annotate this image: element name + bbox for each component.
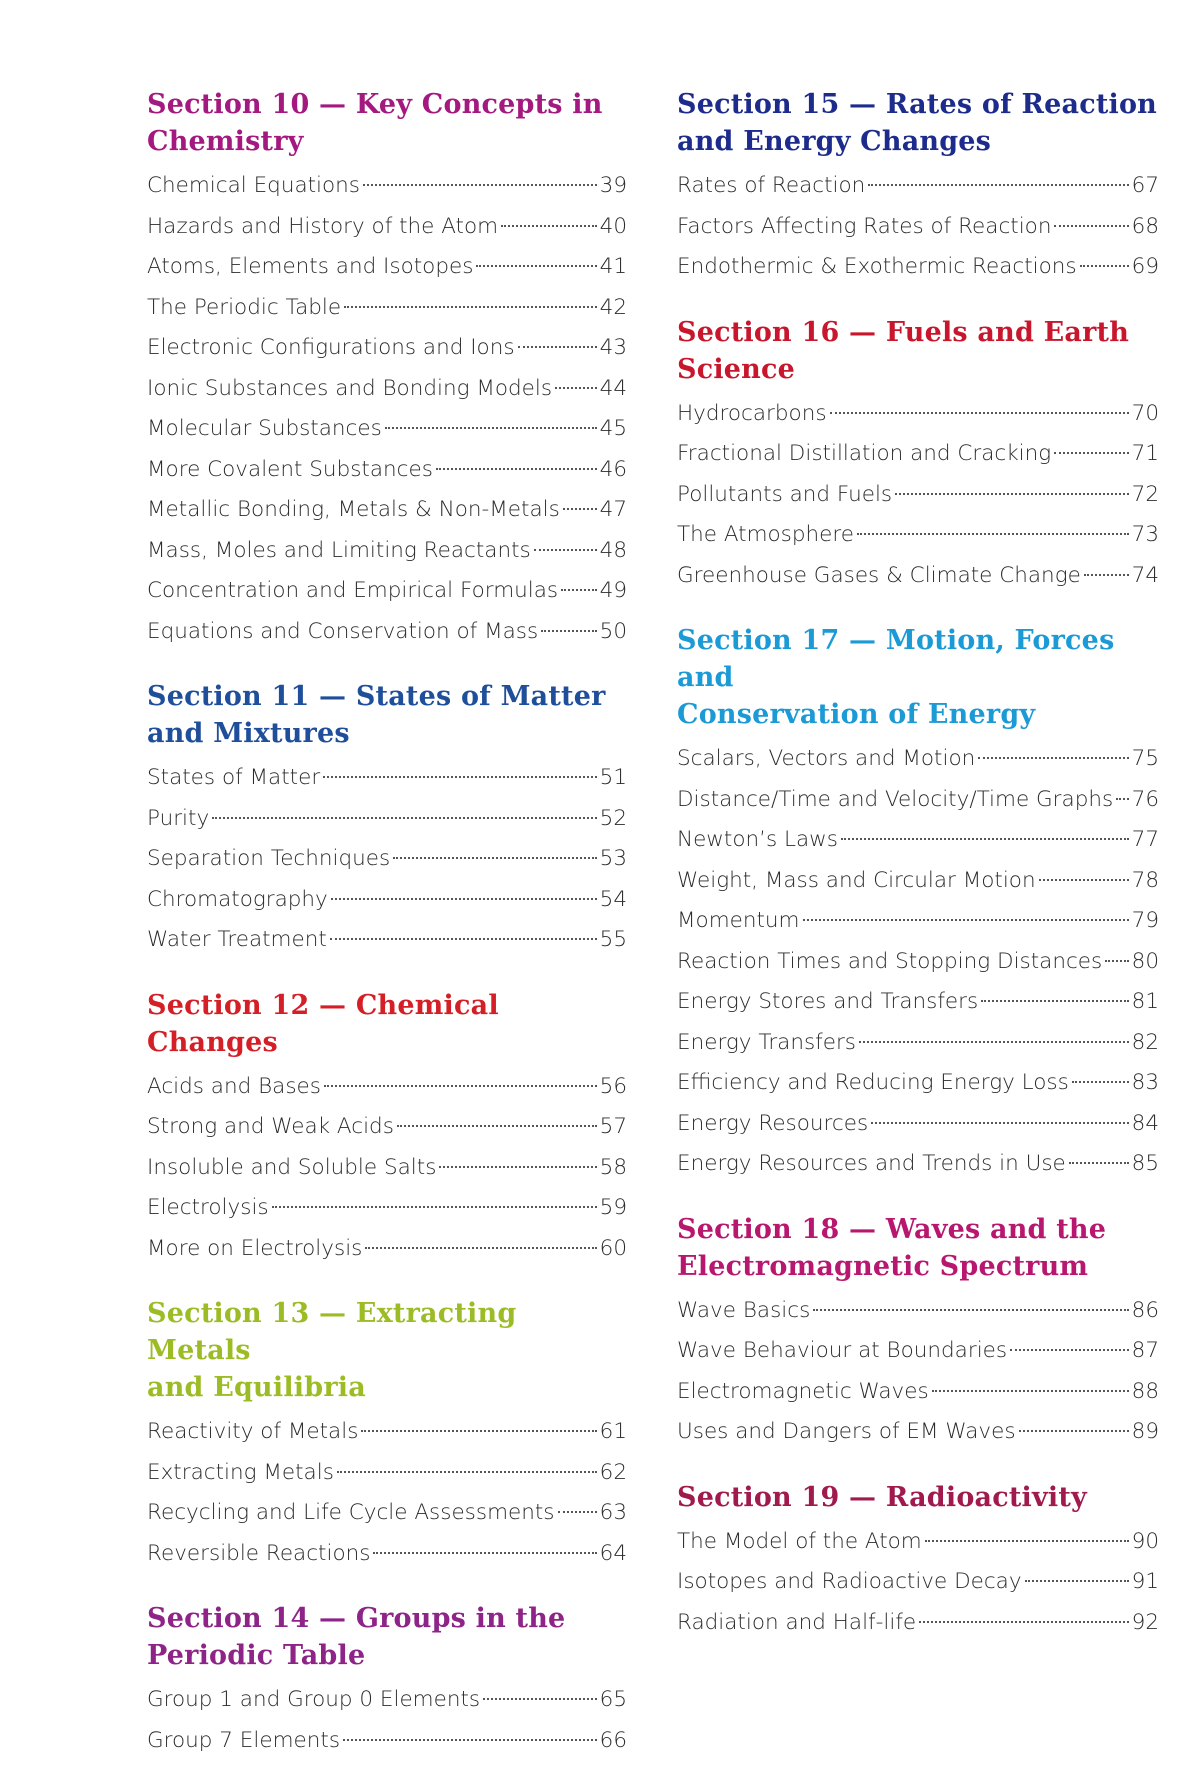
dot-leader [932,1390,1129,1392]
contents-entry[interactable] [147,328,627,369]
contents-entry[interactable] [147,490,627,531]
contents-entry-list [677,394,1159,597]
entry-title: Strong and Weak Acids [147,1114,394,1139]
contents-entry[interactable] [147,166,627,207]
section-title-line: Section 11 — States of Matter [147,681,606,712]
contents-entry[interactable] [677,247,1159,288]
contents-entry[interactable] [147,1680,627,1721]
entry-title: Radiation and Half-life [677,1609,917,1635]
dot-leader [925,1540,1129,1542]
contents-entry[interactable] [147,571,627,612]
entry-page-number: 61 [599,1419,627,1444]
contents-entry[interactable] [677,861,1159,902]
entry-page-number: 70 [1131,400,1159,426]
contents-entry[interactable] [147,880,627,921]
contents-entry[interactable] [677,556,1159,597]
contents-entry[interactable] [677,515,1159,556]
contents-entry-list [147,1680,627,1761]
entry-title: Energy Stores and Transfers [677,989,979,1014]
section-title-line: Periodic Table [147,1640,366,1671]
entry-title: Hazards and History of the Atom [147,213,499,239]
contents-entry[interactable] [147,1534,627,1575]
contents-entry[interactable] [147,1453,627,1494]
contents-entry-list [147,758,627,961]
entry-title: More Covalent Substances [147,456,433,482]
entry-title: Energy Resources and Trends in Use [677,1151,1066,1176]
dot-leader [323,776,596,778]
entry-title: Equations and Conservation of Mass [147,618,539,644]
dot-leader [365,1247,596,1249]
entry-title: Metallic Bonding, Metals & Non-Metals [147,497,560,522]
contents-entry[interactable] [147,1721,627,1762]
contents-section [677,622,1159,1185]
contents-entry[interactable] [147,247,627,288]
section-title [147,1600,627,1674]
contents-entry[interactable] [147,531,627,572]
dot-leader [1116,798,1128,800]
dot-leader [518,346,597,348]
dot-leader [483,1698,597,1700]
entry-page-number: 82 [1131,1029,1159,1055]
entry-title: States of Matter [147,765,321,790]
contents-entry-list [147,166,627,652]
dot-leader [981,1000,1128,1002]
entry-page-number: 60 [599,1235,627,1261]
entry-page-number: 50 [599,618,627,644]
entry-title: Acids and Bases [147,1073,321,1099]
contents-entry-list [677,739,1159,1185]
dot-leader [555,387,597,389]
dot-leader [1054,452,1128,454]
contents-entry[interactable] [677,942,1159,983]
section-title-line: Section 13 — Extracting Metals [147,1298,517,1366]
entry-page-number: 54 [599,886,627,912]
dot-leader [871,1122,1128,1124]
dot-leader [1080,265,1129,267]
entry-page-number: 45 [599,416,627,441]
contents-entry[interactable] [677,434,1159,475]
dot-leader [330,938,597,940]
entry-title: Atoms, Elements and Isotopes [147,254,474,279]
contents-entry[interactable] [147,799,627,840]
dot-leader [439,1166,596,1168]
contents-entry[interactable] [147,450,627,491]
dot-leader [331,898,597,900]
entry-title: Efficiency and Reducing Energy Loss [677,1070,1069,1095]
dot-leader [857,533,1129,535]
entry-page-number: 67 [1131,173,1159,198]
entry-page-number: 81 [1131,989,1159,1014]
section-title [147,86,627,160]
contents-entry-list [677,1291,1159,1453]
section-title-line: Section 16 — Fuels and Earth [677,316,1130,348]
section-title-line: Conservation of Energy [677,699,1036,730]
entry-page-number: 63 [599,1500,627,1525]
entry-title: Reactivity of Metals [147,1419,359,1444]
contents-entry-list [147,1067,627,1270]
contents-entry[interactable] [677,901,1159,942]
contents-entry[interactable] [147,369,627,410]
entry-page-number: 51 [599,765,627,790]
entry-page-number: 69 [1131,254,1159,279]
entry-page-number: 83 [1131,1070,1159,1095]
dot-leader [393,857,596,859]
dot-leader [1069,1162,1129,1164]
contents-section [147,987,627,1270]
section-title-line: Section 17 — Motion, Forces and [677,625,1115,693]
dot-leader [501,225,597,227]
entry-page-number: 40 [599,213,627,239]
contents-entry[interactable] [677,475,1159,516]
entry-page-number: 59 [599,1195,627,1220]
contents-entry[interactable] [147,1188,627,1229]
contents-entry[interactable] [677,1412,1159,1453]
dot-leader [541,630,596,632]
contents-entry[interactable] [677,1023,1159,1064]
entry-title: Reversible Reactions [147,1540,371,1566]
entry-page-number: 79 [1131,908,1159,933]
entry-page-number: 56 [599,1073,627,1099]
section-title-line: and Mixtures [147,718,350,749]
dot-leader [272,1206,597,1208]
entry-title: Electromagnetic Waves [677,1378,929,1404]
contents-section [147,86,627,652]
section-title [677,86,1159,160]
dot-leader [337,1471,597,1473]
entry-title: Extracting Metals [147,1459,334,1485]
contents-entry[interactable] [677,739,1159,780]
dot-leader [1105,960,1128,962]
entry-title: The Atmosphere [677,522,854,547]
dot-leader [803,919,1129,921]
contents-entry[interactable] [147,1493,627,1534]
entry-title: Endothermic & Exothermic Reactions [677,254,1077,279]
entry-title: Purity [147,805,210,831]
dot-leader [361,1430,596,1432]
entry-title: Chromatography [147,886,328,912]
contents-entry[interactable] [677,780,1159,821]
entry-page-number: 58 [599,1154,627,1180]
contents-section [147,1600,627,1761]
entry-title: Weight, Mass and Circular Motion [677,867,1036,893]
entry-page-number: 78 [1131,867,1159,893]
section-title-line: Section 18 — Waves and the [677,1213,1107,1245]
contents-entry[interactable] [147,612,627,653]
entry-title: The Model of the Atom [677,1528,922,1554]
contents-entry[interactable] [147,1067,627,1108]
dot-leader [558,1511,597,1513]
dot-leader [385,427,597,429]
dot-leader [436,468,597,470]
contents-column-left [147,86,627,1787]
dot-leader [563,508,597,510]
dot-leader [841,838,1129,840]
dot-leader [476,265,596,267]
entry-page-number: 77 [1131,827,1159,852]
contents-entry-list [677,166,1159,288]
section-title-line: Section 19 — Radioactivity [677,1481,1087,1513]
dot-leader [373,1552,596,1554]
section-title-line: Electromagnetic Spectrum [677,1250,1089,1282]
entry-page-number: 90 [1131,1528,1159,1554]
entry-title: Factors Affecting Rates of Reaction [677,213,1052,239]
dot-leader [978,757,1128,759]
dot-leader [1072,1081,1129,1083]
entry-title: Electronic Configurations and Ions [147,335,515,360]
entry-title: Insoluble and Soluble Salts [147,1154,437,1180]
entry-page-number: 42 [599,294,627,320]
entry-title: Electrolysis [147,1195,269,1220]
section-title-line: and Equilibria [147,1372,366,1403]
contents-section [677,86,1159,288]
contents-entry[interactable] [677,1372,1159,1413]
dot-leader [344,306,597,308]
dot-leader [324,1085,597,1087]
contents-entry[interactable] [677,982,1159,1023]
section-title [147,987,627,1061]
entry-title: Chemical Equations [147,173,361,198]
dot-leader [343,1739,597,1741]
dot-leader [1010,1349,1129,1351]
dot-leader [212,817,596,819]
contents-entry[interactable] [147,1229,627,1270]
section-title [147,678,627,752]
section-title-line: Section 14 — Groups in the [147,1603,566,1634]
dot-leader [397,1125,597,1127]
entry-page-number: 89 [1131,1419,1159,1444]
entry-page-number: 39 [599,173,627,198]
contents-entry[interactable] [677,1104,1159,1145]
entry-page-number: 88 [1131,1378,1159,1404]
entry-title: Group 7 Elements [147,1727,341,1753]
entry-title: The Periodic Table [147,294,342,320]
contents-entry[interactable] [147,1412,627,1453]
dot-leader [1054,225,1128,227]
entry-title: Group 1 and Group 0 Elements [147,1687,481,1712]
entry-page-number: 53 [599,846,627,871]
contents-entry[interactable] [677,1063,1159,1104]
contents-entry[interactable] [147,409,627,450]
entry-title: Molecular Substances [147,416,382,441]
dot-leader [1025,1580,1129,1582]
entry-page-number: 75 [1131,746,1159,771]
section-title-line: Science [677,353,796,385]
contents-section [677,1479,1159,1644]
contents-section [147,1295,627,1574]
dot-leader [830,412,1129,414]
entry-page-number: 48 [599,537,627,563]
entry-page-number: 92 [1131,1609,1159,1635]
dot-leader [561,589,597,591]
contents-entry[interactable] [677,820,1159,861]
dot-leader [868,184,1128,186]
dot-leader [1039,879,1129,881]
contents-entry[interactable] [147,207,627,248]
entry-page-number: 76 [1131,786,1159,812]
contents-entry[interactable] [147,1107,627,1148]
section-title [677,314,1159,388]
entry-page-number: 68 [1131,213,1159,239]
entry-page-number: 55 [599,927,627,952]
entry-title: Fractional Distillation and Cracking [677,441,1052,466]
dot-leader [895,493,1129,495]
contents-entry[interactable] [677,1331,1159,1372]
contents-entry[interactable] [677,1522,1159,1563]
section-title-line: Section 10 — Key Concepts in [147,89,603,120]
section-title-line: Section 15 — Rates of Reaction [677,89,1158,120]
entry-title: Ionic Substances and Bonding Models [147,375,553,401]
entry-page-number: 49 [599,578,627,603]
entry-page-number: 91 [1131,1569,1159,1594]
section-title [677,622,1159,733]
entry-page-number: 71 [1131,441,1159,466]
entry-title: Wave Behaviour at Boundaries [677,1338,1008,1363]
entry-title: Uses and Dangers of EM Waves [677,1419,1016,1444]
entry-title: Reaction Times and Stopping Distances [677,948,1103,974]
dot-leader [1084,574,1129,576]
entry-title: Scalars, Vectors and Motion [677,746,976,771]
entry-title: Water Treatment [147,927,327,952]
entry-title: Distance/Time and Velocity/Time Graphs [677,786,1114,812]
contents-entry[interactable] [677,207,1159,248]
entry-page-number: 73 [1131,522,1159,547]
section-title [147,1295,627,1406]
entry-title: Rates of Reaction [677,173,866,198]
entry-page-number: 85 [1131,1151,1159,1176]
entry-page-number: 57 [599,1114,627,1139]
entry-page-number: 86 [1131,1297,1159,1323]
dot-leader [813,1309,1128,1311]
contents-entry[interactable] [677,1144,1159,1185]
entry-title: Mass, Moles and Limiting Reactants [147,537,531,563]
entry-title: Recycling and Life Cycle Assessments [147,1500,555,1525]
dot-leader [363,184,597,186]
entry-page-number: 43 [599,335,627,360]
entry-page-number: 74 [1131,562,1159,588]
contents-entry[interactable] [147,288,627,329]
section-title-line: Chemistry [147,126,304,157]
contents-section [147,678,627,961]
contents-entry[interactable] [677,1291,1159,1332]
entry-title: Greenhouse Gases & Climate Change [677,562,1081,588]
entry-title: Momentum [677,908,800,933]
dot-leader [859,1041,1129,1043]
section-title-line: and Energy Changes [677,126,992,157]
entry-page-number: 87 [1131,1338,1159,1363]
entry-page-number: 44 [599,375,627,401]
contents-entry[interactable] [677,1562,1159,1603]
contents-entry[interactable] [677,1603,1159,1644]
entry-title: Energy Transfers [677,1029,857,1055]
contents-entry[interactable] [147,839,627,880]
entry-title: Pollutants and Fuels [677,481,893,507]
entry-page-number: 65 [599,1687,627,1712]
contents-entry-list [677,1522,1159,1644]
entry-title: Wave Basics [677,1297,811,1323]
contents-entry[interactable] [147,1148,627,1189]
entry-title: More on Electrolysis [147,1235,363,1261]
entry-page-number: 62 [599,1459,627,1485]
entry-title: Hydrocarbons [677,400,827,426]
dot-leader [1019,1430,1129,1432]
entry-page-number: 66 [599,1727,627,1753]
contents-column-right [677,86,1159,1669]
section-title [677,1211,1159,1285]
contents-entry[interactable] [677,394,1159,435]
entry-title: Energy Resources [677,1110,869,1136]
entry-page-number: 84 [1131,1110,1159,1136]
contents-entry-list [147,1412,627,1574]
entry-title: Newton’s Laws [677,827,838,852]
entry-title: Concentration and Empirical Formulas [147,578,559,603]
contents-entry[interactable] [147,758,627,799]
entry-page-number: 80 [1131,948,1159,974]
contents-entry[interactable] [147,920,627,961]
contents-section [677,314,1159,597]
entry-title: Separation Techniques [147,846,391,871]
dot-leader [919,1621,1129,1623]
entry-page-number: 64 [599,1540,627,1566]
contents-entry[interactable] [677,166,1159,207]
section-title [677,1479,1159,1516]
entry-page-number: 41 [599,254,627,279]
entry-title: Isotopes and Radioactive Decay [677,1569,1022,1594]
contents-section [677,1211,1159,1453]
dot-leader [534,549,597,551]
entry-page-number: 72 [1131,481,1159,507]
section-title-line: Section 12 — Chemical Changes [147,989,499,1058]
entry-page-number: 52 [599,805,627,831]
entry-page-number: 47 [599,497,627,522]
entry-page-number: 46 [599,456,627,482]
